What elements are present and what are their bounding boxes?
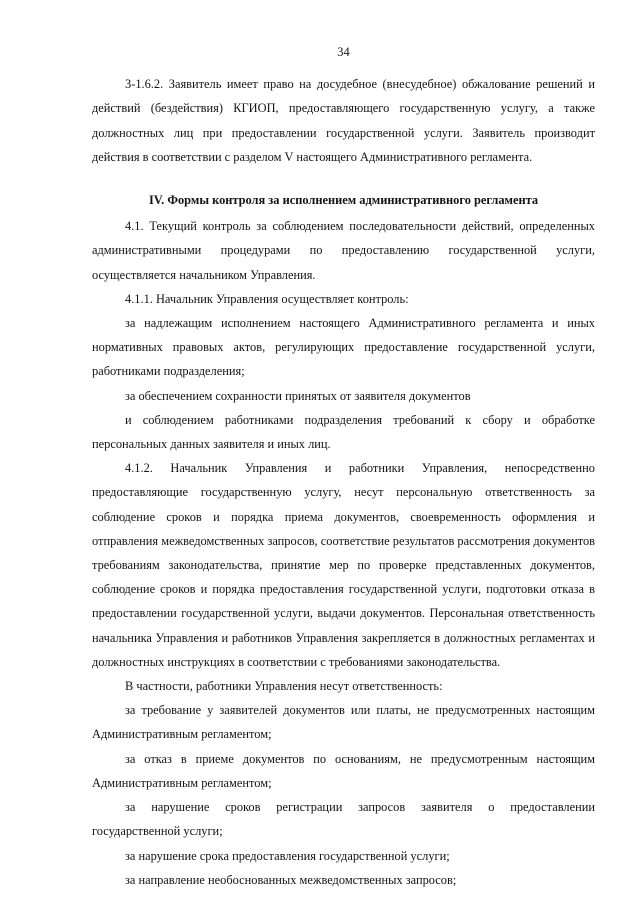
paragraph-responsibility-item-4: за нарушение срока предоставления государственной услуги; bbox=[125, 848, 450, 863]
page-number: 34 bbox=[337, 45, 350, 59]
paragraph-control-item-1: за надлежащим исполнением настоящего Административного регламента и иных нормативных правовых актов, регулирующих предоставление государственной услуги, работниками подразделения; bbox=[92, 316, 595, 379]
paragraph-4-1-2: 4.1.2. Начальник Управления и работники Управления, непосредственно предоставляющие государственную услугу, несут персональную ответственность за соблюдение сроков и порядка приема документов, своевременность оформления и отправления межведомственных запросов, соответствие результатов рассмотрения документов требованиям законодательства, принятие мер по проверке представленных документов, соблюдение сроков и порядка предоставления государственной услуги, подготовки отказа в предоставлении государственной услуги, выдачи документов. Персональная ответственность начальника Управления и работников Управления закрепляется в должностных регламентах и должностных инструкциях в соответствии с требованиями законодательства. bbox=[92, 461, 595, 669]
paragraph-responsibility-item-2: за отказ в приеме документов по основаниям, не предусмотренным настоящим Административным регламентом; bbox=[92, 751, 595, 790]
paragraph-control-item-2: за обеспечением сохранности принятых от заявителя документов bbox=[125, 388, 471, 403]
paragraph-responsibility-intro: В частности, работники Управления несут ответственность: bbox=[125, 679, 443, 694]
paragraph-4-1-1: 4.1.1. Начальник Управления осуществляет контроль: bbox=[125, 291, 409, 306]
paragraph-3-1-6-2: 3-1.6.2. Заявитель имеет право на досудебное (внесудебное) обжалование решений и действий (бездействия) КГИОП, предоставляющего государственную услугу, а также должностных лиц при предоставлении государственной услуги. Заявитель производит действия в соответствии с разделом V настоящего Административного регламента. bbox=[92, 77, 595, 164]
paragraph-control-item-3: и соблюдением работниками подразделения требований к сбору и обработке персональных данных заявителя и иных лиц. bbox=[92, 412, 595, 452]
paragraph-responsibility-item-5: за направление необоснованных межведомственных запросов; bbox=[125, 872, 457, 887]
paragraph-responsibility-item-3: за нарушение сроков регистрации запросов заявителя о предоставлении государственной услуги; bbox=[92, 800, 595, 839]
section-heading: IV. Формы контроля за исполнением административного регламента bbox=[148, 193, 539, 208]
paragraph-responsibility-item-1: за требование у заявителей документов или платы, не предусмотренных настоящим Административным регламентом; bbox=[92, 703, 595, 742]
paragraph-4-1: 4.1. Текущий контроль за соблюдением последовательности действий, определенных административными процедурами по предоставлению государственной услуги, осуществляется начальником Управления. bbox=[92, 219, 595, 282]
